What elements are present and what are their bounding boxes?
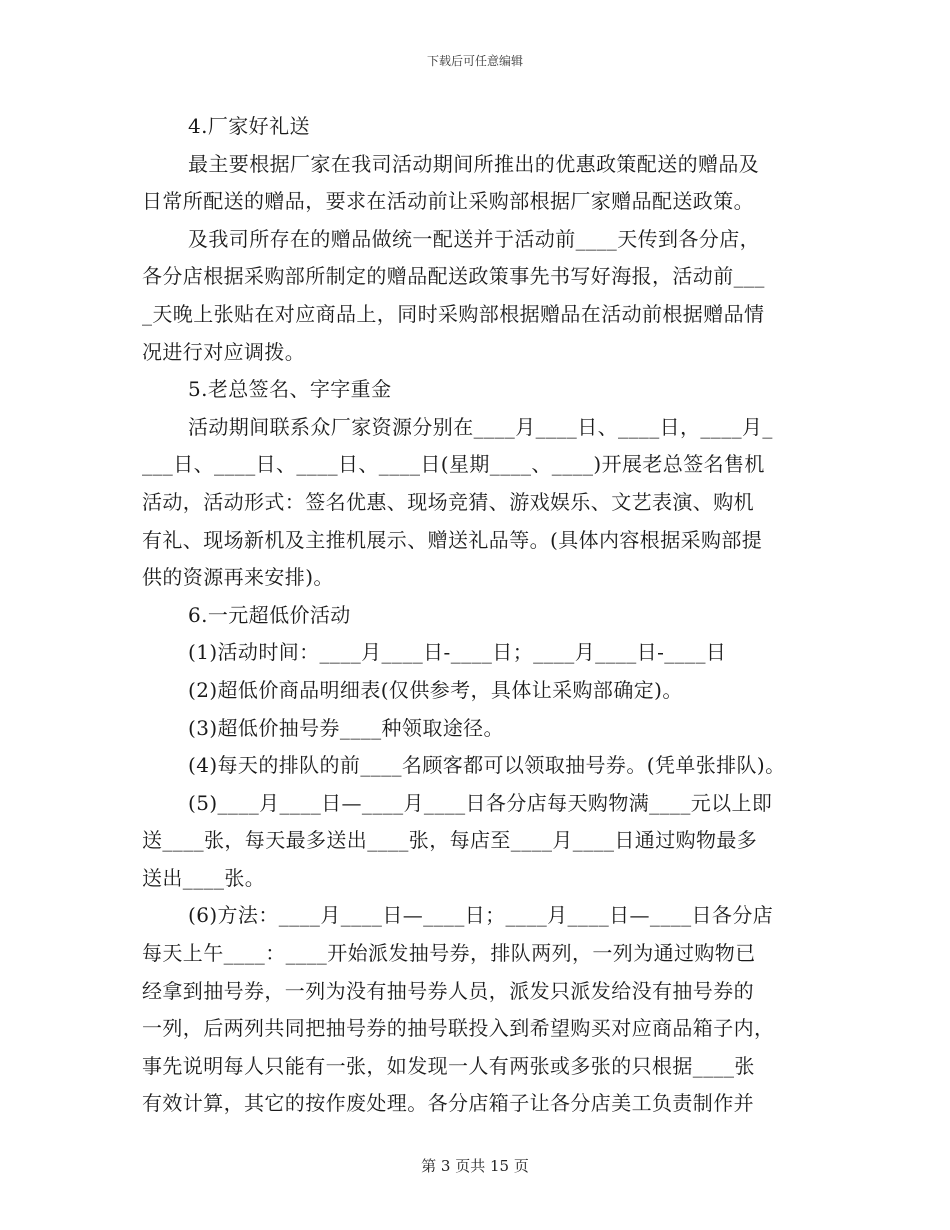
text-line: 4.厂家好礼送 [188, 114, 310, 138]
text-line: 日常所配送的赠品，要求在活动前让采购部根据厂家赠品配送政策。 [142, 189, 754, 214]
text-line: 活动，活动形式：签名优惠、现场竞猜、游戏娱乐、文艺表演、购机 [142, 489, 754, 514]
text-line: _天晚上张贴在对应商品上，同时采购部根据赠品在活动前根据赠品情 [142, 301, 765, 326]
text-line: (5)____月____日—____月____日各分店每天购物满____元以上即 [188, 790, 773, 815]
document-body [142, 108, 814, 1123]
text-line: 每天上午____：____开始派发抽号券，排队两列，一列为通过购物已 [142, 941, 756, 966]
text-line: 事先说明每人只能有一张，如发现一人有两张或多张的只根据____张 [142, 1053, 755, 1078]
page-number: 第 3 页共 15 页 [421, 1157, 529, 1175]
text-line: 供的资源再来安排)。 [142, 565, 334, 590]
text-line: (6)方法：____月____日—____日；____月____日—____日各分店 [188, 903, 774, 928]
text-line: ___日、____日、____日、____日(星期____、____)开展老总签名售机 [142, 452, 765, 477]
text-line: (1)活动时间：____月____日-____日；____月____日-____日 [188, 640, 727, 665]
text-line: (4)每天的排队的前____名顾客都可以领取抽号券。(凭单张排队)。 [188, 753, 786, 778]
text-line: 6.一元超低价活动 [188, 602, 351, 627]
text-line: 一列，后两列共同把抽号券的抽号联投入到希望购买对应商品箱子内， [142, 1016, 775, 1041]
page-header: 下载后可任意编辑 [426, 54, 523, 68]
text-line: 有礼、现场新机及主推机展示、赠送礼品等。(具体内容根据采购部提 [142, 527, 763, 552]
text-line: 送出____张。 [142, 865, 266, 890]
text-line: 经拿到抽号券，一列为没有抽号券人员，派发只派发给没有抽号券的 [142, 978, 754, 1003]
text-line: 5.老总签名、字字重金 [188, 377, 392, 402]
text-line: 送____张，每天最多送出____张，每店至____月____日通过购物最多 [142, 828, 758, 853]
text-line: (3)超低价抽号券____种领取途径。 [188, 715, 504, 740]
text-line: 及我司所存在的赠品做统一配送并于活动前____天传到各分店， [188, 226, 760, 251]
text-line: (2)超低价商品明细表(仅供参考，具体让采购部确定)。 [188, 677, 683, 702]
text-line: 活动期间联系众厂家资源分别在____月____日、____日，____月_ [188, 414, 773, 439]
text-line: 各分店根据采购部所制定的赠品配送政策事先书写好海报，活动前___ [142, 264, 765, 289]
text-line: 况进行对应调拨。 [142, 339, 306, 364]
text-line: 最主要根据厂家在我司活动期间所推出的优惠政策配送的赠品及 [188, 151, 760, 176]
text-line: 有效计算，其它的按作废处理。各分店箱子让各分店美工负责制作并 [142, 1091, 754, 1116]
